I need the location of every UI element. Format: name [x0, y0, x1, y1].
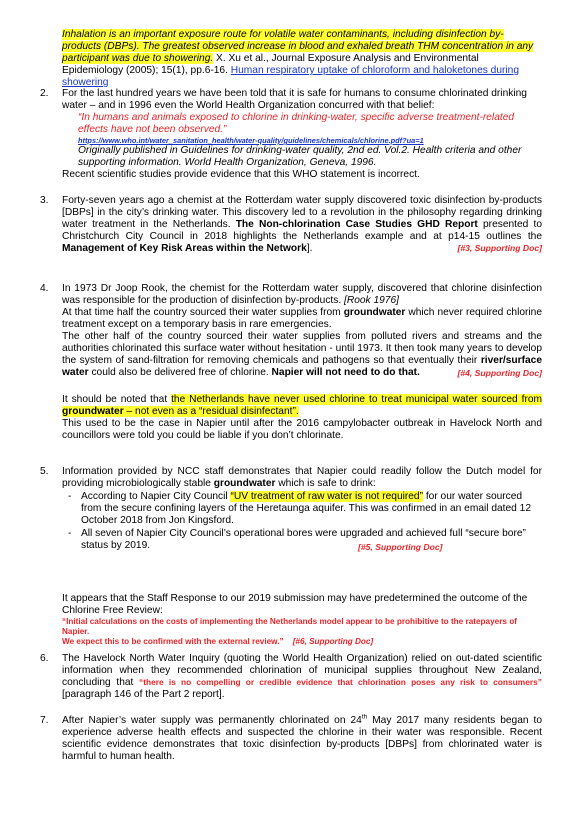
who-origin: Originally published in Guidelines for drinking-water quality, 2nd ed. Vol.2. Health criteria and other supporting information. World Health Organization, Geneva, 1996. [78, 145, 522, 168]
rook-citation: [Rook 1976] [344, 295, 399, 306]
ghd-report-title: The Non-chlorination Case Studies GHD Report [235, 219, 478, 230]
note-text-2: This used to be the case in Napier until after the 2016 campylobacter outbreak in Havelock North and councillors were told you could be liable if you don’t chlorinate. [62, 418, 542, 441]
intro-link[interactable]: Human respiratory uptake of chloroform and haloketones during showering [62, 65, 520, 88]
note-highlight-3: – not even as a “residual disinfectant”. [123, 406, 299, 417]
item-3-text-2: presented to Christchurch City Council in 2018 highlights the Netherlands example and at p14-15 outlines the [62, 219, 542, 242]
ref-5: [#5, Supporting Doc] [358, 542, 443, 552]
item-6 [62, 653, 542, 701]
bullet-1-text-a: According to Napier City Council [81, 491, 231, 502]
item-5-text-2: which is safe to drink: [275, 478, 376, 489]
management-heading: Management of Key Risk Areas within the Network [62, 243, 307, 254]
surface-water-term: river/surface water [62, 355, 542, 378]
ref-3: [#3, Supporting Doc] [457, 243, 542, 253]
item-4-number: 4. [40, 283, 49, 294]
item-5 [62, 466, 542, 490]
item-4-text-4: The other half of the country sourced their water supplies from polluted rivers and streams and the authorities chlorinated this surface water without hesitation - until 1973. It then took many years to develop the system of sand-filtration for removing chemicals and pathogens so that eventually their [62, 331, 542, 366]
note-text-1: It should be noted that [62, 394, 172, 405]
item-3-text-1: Forty-seven years ago a chemist at the Rotterdam water supply discovered toxic disinfection by-products [DBPs] in the city’s drinking water. This discovery led to a revolution in the philosophy regarding drinking water treatment in the Netherlands. [62, 195, 542, 230]
item-4-text-2: At that time half the country sourced their water supplies from [62, 307, 344, 318]
item-2-number: 2. [40, 88, 49, 99]
bullet-1-text-b: for our water sourced from the secure confining layers of the Heretaunga aquifer. This was confirmed in an email dated 12 October 2018 from Jon Kingsford. [81, 491, 532, 526]
item-3-text-3: ]. [306, 243, 313, 254]
staff-quote-1: “Initial calculations on the costs of implementing the Netherlands model appear to be prohibitive to the ratepayers of Napier. [62, 617, 517, 636]
item-5-text-1: Information provided by NCC staff demonstrates that Napier could readily follow the Dutch model for providing microbiologically stable [62, 466, 542, 489]
item-5-number: 5. [40, 466, 49, 477]
item-2-text: For the last hundred years we have been told that it is safe for humans to consume chlorinated drinking water – and in 1996 even the World Health Organization concurred with that belief: [62, 88, 527, 111]
groundwater-term: groundwater [343, 307, 406, 318]
note-highlight-groundwater: groundwater [62, 406, 124, 417]
intro-paragraph [62, 29, 542, 89]
note-highlight-1: the Netherlands have never used chlorine to treat municipal water sourced from [171, 394, 543, 405]
item-3-number: 3. [40, 195, 49, 206]
item-6-text-1: The Havelock North Water Inquiry (quoting the World Health Organization) relied on out-dated scientific information when they recommended chlorination of municipal supplies throughout New Zealand, concluding that [62, 653, 542, 688]
item-2-tail: Recent scientific studies provide evidence that this WHO statement is incorrect. [62, 169, 420, 180]
item-7-number: 7. [40, 715, 49, 726]
bullet-2 [81, 528, 536, 552]
groundwater-term-2: groundwater [213, 478, 276, 489]
napier-statement: Napier will not need to do that. [271, 367, 420, 378]
ref-5-wrap [358, 542, 443, 552]
who-url[interactable]: https://www.who.int/water_sanitation_health/water-quality/guidelines/chemicals/chlorine.pdf?ua=1 [78, 136, 424, 145]
intro-citation: X. Xu et al., Journal Exposure Analysis and Environmental Epidemiology (2005); 15(1), pp.6-16. [62, 53, 479, 76]
staff-quote-2: We expect this to be confirmed with the external review.” [62, 637, 284, 646]
uv-quote-highlight: “UV treatment of raw water is not required” [230, 491, 423, 502]
item-2 [62, 88, 542, 181]
item-4-text-3: which never required chlorine treatment except on a temporary basis in rare emergencies. [62, 307, 543, 330]
appear-paragraph [62, 593, 542, 647]
appear-text: It appears that the Staff Response to our 2019 submission may have predetermined the outcome of the Chlorine Free Review: [62, 593, 528, 616]
inquiry-quote: “there is no compelling or credible evidence that chlorination poses any risk to consumers” [139, 677, 542, 687]
intro-highlight: Inhalation is an important exposure route for volatile water contaminants, including disinfection by-products (DBPs). The greatest observed increase in blood and exhaled breath THM concentration in any participant was due to showering. [62, 29, 534, 64]
ref-4: [#4, Supporting Doc] [457, 368, 542, 378]
item-3 [62, 195, 542, 253]
ref-6: [#6, Supporting Doc] [292, 637, 374, 646]
item-6-text-2: [paragraph 146 of the Part 2 report]. [62, 689, 225, 700]
item-4-text-1: In 1973 Dr Joop Rook, the chemist for the Rotterdam water supply, discovered that chlorine disinfection was responsible for the production of disinfection by-products. [62, 283, 542, 306]
bullet-dash-2: - [68, 528, 72, 539]
bullet-dash-1: - [68, 491, 72, 502]
item-6-number: 6. [40, 653, 49, 664]
bullet-1 [81, 491, 536, 527]
item-4 [62, 283, 542, 442]
who-quote: “In humans and animals exposed to chlorine in drinking-water, specific adverse treatment-related effects have not been observed.” [78, 112, 515, 135]
item-7 [62, 715, 542, 763]
item-7-text-2: May 2017 many residents began to experience adverse health effects and suspected the chlorine in their water was responsible. Recent scientific evidence demonstrates that toxic disinfection by-products [DBPs] from chlorinated water is harmful to human health. [62, 715, 542, 762]
item-7-text-1: After Napier’s water supply was permanently chlorinated on 24 [62, 715, 362, 726]
date-suffix: th [361, 713, 368, 721]
item-4-text-5: could also be delivered free of chlorine. [88, 367, 272, 378]
bullet-2-text: All seven of Napier City Council’s operational bores were upgraded and achieved full “secure bore” status by 2019. [81, 528, 526, 551]
